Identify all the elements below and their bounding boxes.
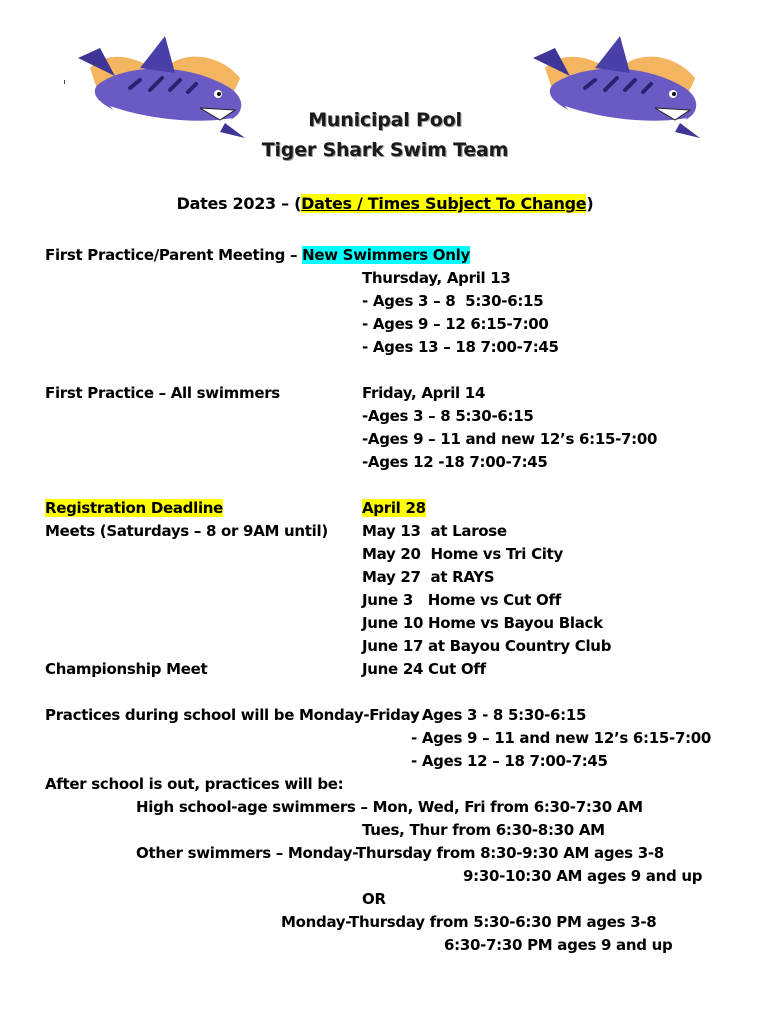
registration-date-text: April 28 xyxy=(362,499,426,517)
meets-label: Meets (Saturdays – 8 or 9AM until) xyxy=(45,522,328,540)
other-swimmers-schedule-2: 9:30-10:30 AM ages 9 and up xyxy=(463,867,703,885)
high-school-schedule-2: Tues, Thur from 6:30-8:30 AM xyxy=(362,821,605,839)
first-meeting-label xyxy=(45,245,470,265)
page-subtitle: Tiger Shark Swim Team xyxy=(261,139,509,161)
high-school-schedule: High school-age swimmers – Mon, Wed, Fri from 6:30-7:30 AM xyxy=(136,798,643,816)
school-practice-line: - Ages 9 – 11 and new 12’s 6:15-7:00 xyxy=(411,729,712,747)
new-swimmers-badge: New Swimmers Only xyxy=(302,246,470,264)
first-meeting-line: - Ages 9 – 12 6:15-7:00 xyxy=(362,315,549,333)
or-separator: OR xyxy=(362,890,386,908)
registration-label-text: Registration Deadline xyxy=(45,499,224,517)
page-title: Municipal Pool xyxy=(308,109,462,131)
first-practice-line: -Ages 9 – 11 and new 12’s 6:15-7:00 xyxy=(362,430,658,448)
first-meeting-line: Thursday, April 13 xyxy=(362,269,511,287)
first-practice-line: Friday, April 14 xyxy=(362,384,486,402)
championship-date: June 24 Cut Off xyxy=(362,660,486,678)
dates-prefix: Dates 2023 – ( xyxy=(176,194,302,213)
first-practice-label: First Practice – All swimmers xyxy=(45,384,280,402)
first-practice-line: -Ages 12 -18 7:00-7:45 xyxy=(362,453,548,471)
school-practices-label: Practices during school will be Monday-Friday xyxy=(45,706,420,724)
stray-mark xyxy=(64,80,65,84)
summer-intro: After school is out, practices will be: xyxy=(45,775,344,793)
meet-item: June 3 Home vs Cut Off xyxy=(362,591,561,609)
meet-item: May 20 Home vs Tri City xyxy=(362,545,563,563)
registration-date xyxy=(362,498,426,518)
first-meeting-line: - Ages 13 – 18 7:00-7:45 xyxy=(362,338,559,356)
first-meeting-line: - Ages 3 – 8 5:30-6:15 xyxy=(362,292,544,310)
school-practice-line: - Ages 12 – 18 7:00-7:45 xyxy=(411,752,608,770)
dates-suffix: ) xyxy=(586,194,594,213)
first-meeting-prefix: First Practice/Parent Meeting – xyxy=(45,246,303,264)
meet-item: June 10 Home vs Bayou Black xyxy=(362,614,603,632)
evening-schedule: Monday-Thursday from 5:30-6:30 PM ages 3-8 xyxy=(281,913,657,931)
registration-label xyxy=(45,498,223,518)
dates-change-notice: Dates / Times Subject To Change xyxy=(301,194,587,213)
school-practice-line: - Ages 3 - 8 5:30-6:15 xyxy=(411,706,587,724)
first-practice-line: -Ages 3 – 8 5:30-6:15 xyxy=(362,407,534,425)
evening-schedule-2: 6:30-7:30 PM ages 9 and up xyxy=(444,936,673,954)
championship-label: Championship Meet xyxy=(45,660,208,678)
dates-heading xyxy=(0,193,770,215)
meet-item: May 13 at Larose xyxy=(362,522,507,540)
meet-item: June 17 at Bayou Country Club xyxy=(362,637,612,655)
meet-item: May 27 at RAYS xyxy=(362,568,495,586)
other-swimmers-schedule: Other swimmers – Monday-Thursday from 8:30-9:30 AM ages 3-8 xyxy=(136,844,664,862)
